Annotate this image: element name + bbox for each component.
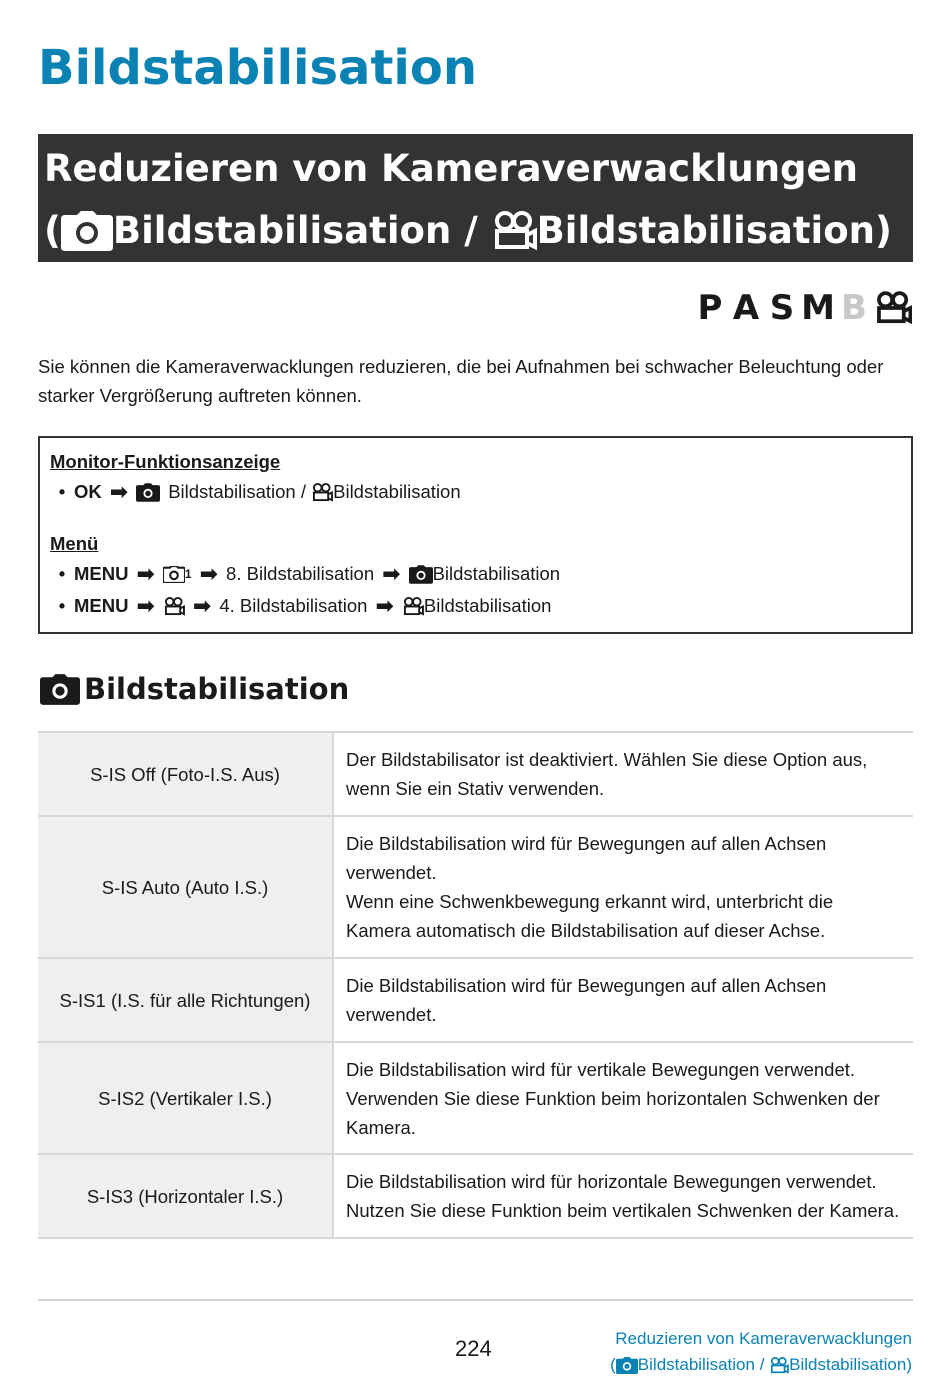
menu-heading: Menü	[50, 533, 99, 554]
option-name: S-IS1 (I.S. für alle Richtungen)	[38, 958, 333, 1042]
camera-icon	[61, 211, 113, 251]
camera-icon	[136, 483, 160, 502]
option-name: S-IS Off (Foto-I.S. Aus)	[38, 732, 333, 816]
section-title-line1: Reduzieren von Kameraverwacklungen	[44, 147, 858, 190]
menu-path-movie: • MENU ➡ ➡ 4. Bildstabilisation ➡ Bildstabilisation	[58, 593, 552, 618]
arrow-icon: ➡	[382, 561, 401, 586]
ok-key: OK	[74, 481, 102, 502]
menu-path-photo: • MENU ➡ 1 ➡ 8. Bildstabilisation ➡ Bildstabilisation	[58, 561, 561, 586]
monitor-heading: Monitor-Funktionsanzeige	[50, 451, 281, 472]
camera-menu-icon	[163, 566, 185, 583]
menu-key: MENU	[74, 563, 129, 584]
movie-camera-icon	[491, 211, 537, 251]
movie-camera-icon	[311, 483, 333, 502]
monitor-path: • OK ➡ Bildstabilisation / Bildstabilisation	[58, 479, 461, 504]
movie-camera-icon	[874, 291, 912, 325]
section-title-movie: Bildstabilisation)	[536, 209, 892, 252]
camera-icon	[616, 1357, 638, 1374]
section-title-photo: Bildstabilisation	[112, 209, 452, 252]
option-description: Die Bildstabilisation wird für Bewegungen auf allen Achsen verwendet.	[333, 958, 913, 1042]
option-description: Die Bildstabilisation wird für vertikale Bewegungen verwendet. Verwenden Sie diese Funktion beim horizontalen Schwenken der Kamera.	[333, 1042, 913, 1154]
table-row	[38, 1042, 913, 1154]
movie-camera-icon	[402, 597, 424, 616]
table-row	[38, 1154, 913, 1238]
sub-heading: Bildstabilisation	[40, 672, 349, 706]
arrow-icon: ➡	[136, 593, 155, 618]
arrow-icon: ➡	[192, 593, 212, 618]
shooting-mode-indicator	[692, 288, 912, 328]
table-row	[38, 816, 913, 958]
footer-section-link[interactable]: Reduzieren von Kameraverwacklungen ( Bildstabilisation / Bildstabilisation)	[610, 1329, 912, 1374]
arrow-icon: ➡	[199, 561, 219, 586]
options-table	[38, 731, 913, 1239]
navigation-box	[38, 436, 913, 634]
camera-icon	[40, 674, 80, 705]
mode-b: B	[841, 288, 867, 328]
mode-s: S	[769, 288, 795, 328]
section-header	[38, 134, 913, 262]
option-description: Der Bildstabilisator ist deaktiviert. Wählen Sie diese Option aus, wenn Sie ein Stativ verwenden.	[333, 732, 913, 816]
intro-text: Sie können die Kameraverwacklungen reduzieren, die bei Aufnahmen bei schwacher Beleuchtung oder starker Vergrößerung auftreten können.	[38, 356, 884, 406]
section-title-line2: ( Bildstabilisation / Bildstabilisation)	[44, 200, 913, 262]
arrow-icon: ➡	[109, 479, 129, 504]
option-description: Die Bildstabilisation wird für Bewegungen auf allen Achsen verwendet. Wenn eine Schwenkbewegung erkannt wird, unterbricht die Kamera automatisch die Bildstabilisation auf dieser Achse.	[333, 816, 913, 958]
movie-camera-icon	[769, 1357, 789, 1374]
mode-m: M	[801, 288, 835, 328]
arrow-icon: ➡	[375, 593, 394, 618]
movie-menu-icon	[163, 597, 185, 616]
footer-divider	[38, 1299, 913, 1301]
option-name: S-IS Auto (Auto I.S.)	[38, 816, 333, 958]
option-description: Die Bildstabilisation wird für horizontale Bewegungen verwendet. Nutzen Sie diese Funktion beim vertikalen Schwenken der Kamera.	[333, 1154, 913, 1238]
mode-a: A	[732, 288, 760, 328]
page-title: Bildstabilisation	[38, 40, 477, 96]
arrow-icon: ➡	[136, 561, 155, 586]
camera-icon	[409, 565, 433, 584]
option-name: S-IS3 (Horizontaler I.S.)	[38, 1154, 333, 1238]
table-row	[38, 732, 913, 816]
mode-p: P	[697, 288, 723, 328]
table-row	[38, 958, 913, 1042]
menu-key: MENU	[74, 595, 129, 616]
option-name: S-IS2 (Vertikaler I.S.)	[38, 1042, 333, 1154]
page-number: 224	[455, 1336, 492, 1361]
